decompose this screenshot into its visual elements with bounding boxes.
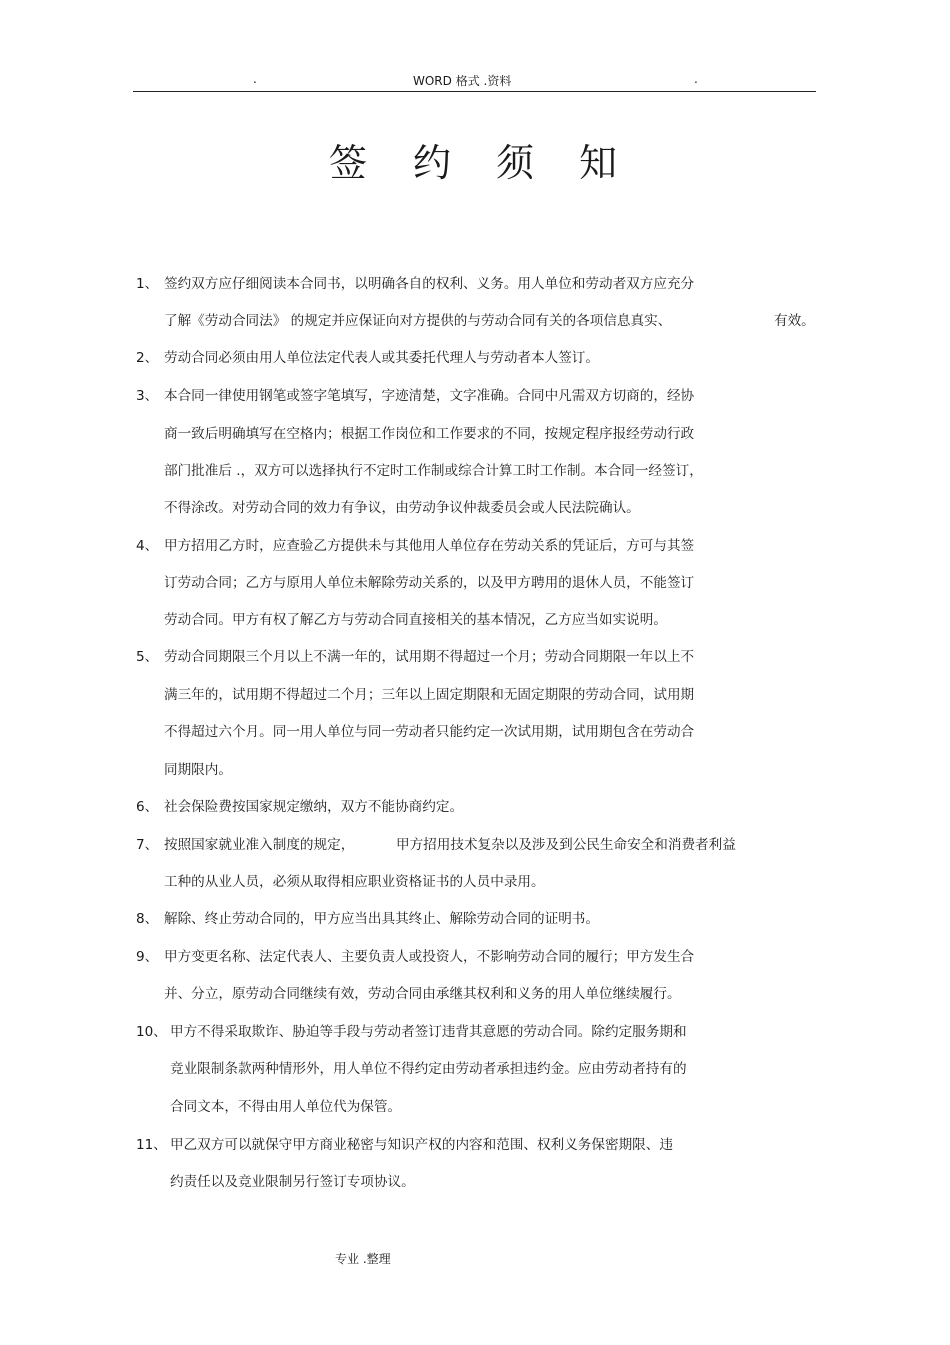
item-number: 7、 bbox=[136, 837, 159, 853]
item-line: 竞业限制条款两种情形外，用人单位不得约定由劳动者承担违约金。应由劳动者持有的 bbox=[170, 1061, 687, 1077]
item-number: 8、 bbox=[136, 911, 159, 927]
item-number: 9、 bbox=[136, 949, 159, 965]
title-char-4: 知 bbox=[579, 141, 618, 185]
item-line: 甲方不得采取欺诈、胁迫等手段与劳动者签订违背其意愿的劳动合同。除约定服务期和 bbox=[170, 1024, 687, 1040]
title-char-2: 约 bbox=[413, 141, 452, 185]
item-line: 商一致后明确填写在空格内；根据工作岗位和工作要求的不同，按规定程序报经劳动行政 bbox=[164, 426, 695, 442]
item-line: 工种的从业人员，必须从取得相应职业资格证书的人员中录用。 bbox=[164, 874, 545, 890]
item-line: 甲方变更名称、法定代表人、主要负责人或投资人，不影响劳动合同的履行；甲方发生合 bbox=[164, 949, 695, 965]
footer-label: 专业 .整理 bbox=[335, 1252, 391, 1266]
item-line: 不得涂改。对劳动合同的效力有争议，由劳动争议仲裁委员会或人民法院确认。 bbox=[164, 500, 640, 516]
item-line: 不得超过六个月。同一用人单位与同一劳动者只能约定一次试用期，试用期包含在劳动合 bbox=[164, 724, 695, 740]
item-line: 满三年的，试用期不得超过二个月；三年以上固定期限和无固定期限的劳动合同，试用期 bbox=[164, 687, 695, 703]
header-title: WORD 格式 .资料 bbox=[413, 74, 512, 88]
item-line: 社会保险费按国家规定缴纳，双方不能协商约定。 bbox=[164, 799, 464, 815]
item-line: 签约双方应仔细阅读本合同书，以明确各自的权利、义务。用人单位和劳动者双方应充分 bbox=[164, 276, 695, 292]
item-number: 2、 bbox=[136, 350, 159, 366]
item-number: 3、 bbox=[136, 388, 159, 404]
title-char-3: 须 bbox=[496, 141, 535, 185]
item-line: 约责任以及竞业限制另行签订专项协议。 bbox=[170, 1174, 415, 1190]
item-line: 劳动合同必须由用人单位法定代表人或其委托代理人与劳动者本人签订。 bbox=[164, 350, 599, 366]
item-line: 劳动合同。甲方有权了解乙方与劳动合同直接相关的基本情况，乙方应当如实说明。 bbox=[164, 612, 667, 628]
item-number: 4、 bbox=[136, 538, 159, 554]
item-number: 1、 bbox=[136, 276, 159, 292]
item-line: 劳动合同期限三个月以上不满一年的，试用期不得超过一个月；劳动合同期限一年以上不 bbox=[164, 649, 695, 665]
item-line: 并、分立，原劳动合同继续有效，劳动合同由承继其权利和义务的用人单位继续履行。 bbox=[164, 986, 681, 1002]
item-line-mid: 甲方招用技术复杂以及涉及到公民生命安全和消费者利益 bbox=[396, 837, 736, 853]
item-line: 解除、终止劳动合同的，甲方应当出具其终止、解除劳动合同的证明书。 bbox=[164, 911, 599, 927]
item-line: 同期限内。 bbox=[164, 762, 232, 778]
header-right-mark: . bbox=[694, 72, 698, 86]
item-line-tail: 有效。 bbox=[774, 313, 815, 329]
item-line: 按照国家就业准入制度的规定， bbox=[164, 837, 355, 853]
item-number: 6、 bbox=[136, 799, 159, 815]
item-line: 甲乙双方可以就保守甲方商业秘密与知识产权的内容和范围、权利义务保密期限、违 bbox=[170, 1137, 673, 1153]
title-char-1: 签 bbox=[329, 141, 368, 185]
item-line: 本合同一律使用钢笔或签字笔填写，字迹清楚，文字准确。合同中凡需双方切商的，经协 bbox=[164, 388, 695, 404]
item-number: 5、 bbox=[136, 649, 159, 665]
item-number: 11、 bbox=[136, 1137, 167, 1153]
header-rule bbox=[133, 91, 816, 92]
item-line: 订劳动合同；乙方与原用人单位未解除劳动关系的，以及甲方聘用的退休人员，不能签订 bbox=[164, 575, 695, 591]
item-number: 10、 bbox=[136, 1024, 167, 1040]
item-line: 部门批准后 .，双方可以选择执行不定时工作制或综合计算工时工作制。本合同一经签订， bbox=[164, 463, 703, 479]
item-line: 合同文本，不得由用人单位代为保管。 bbox=[170, 1099, 402, 1115]
header-left-mark: . bbox=[253, 72, 257, 86]
item-line: 了解《劳动合同法》 的规定并应保证向对方提供的与劳动合同有关的各项信息真实、 bbox=[164, 313, 672, 329]
item-line: 甲方招用乙方时，应查验乙方提供未与其他用人单位存在劳动关系的凭证后，方可与其签 bbox=[164, 538, 695, 554]
